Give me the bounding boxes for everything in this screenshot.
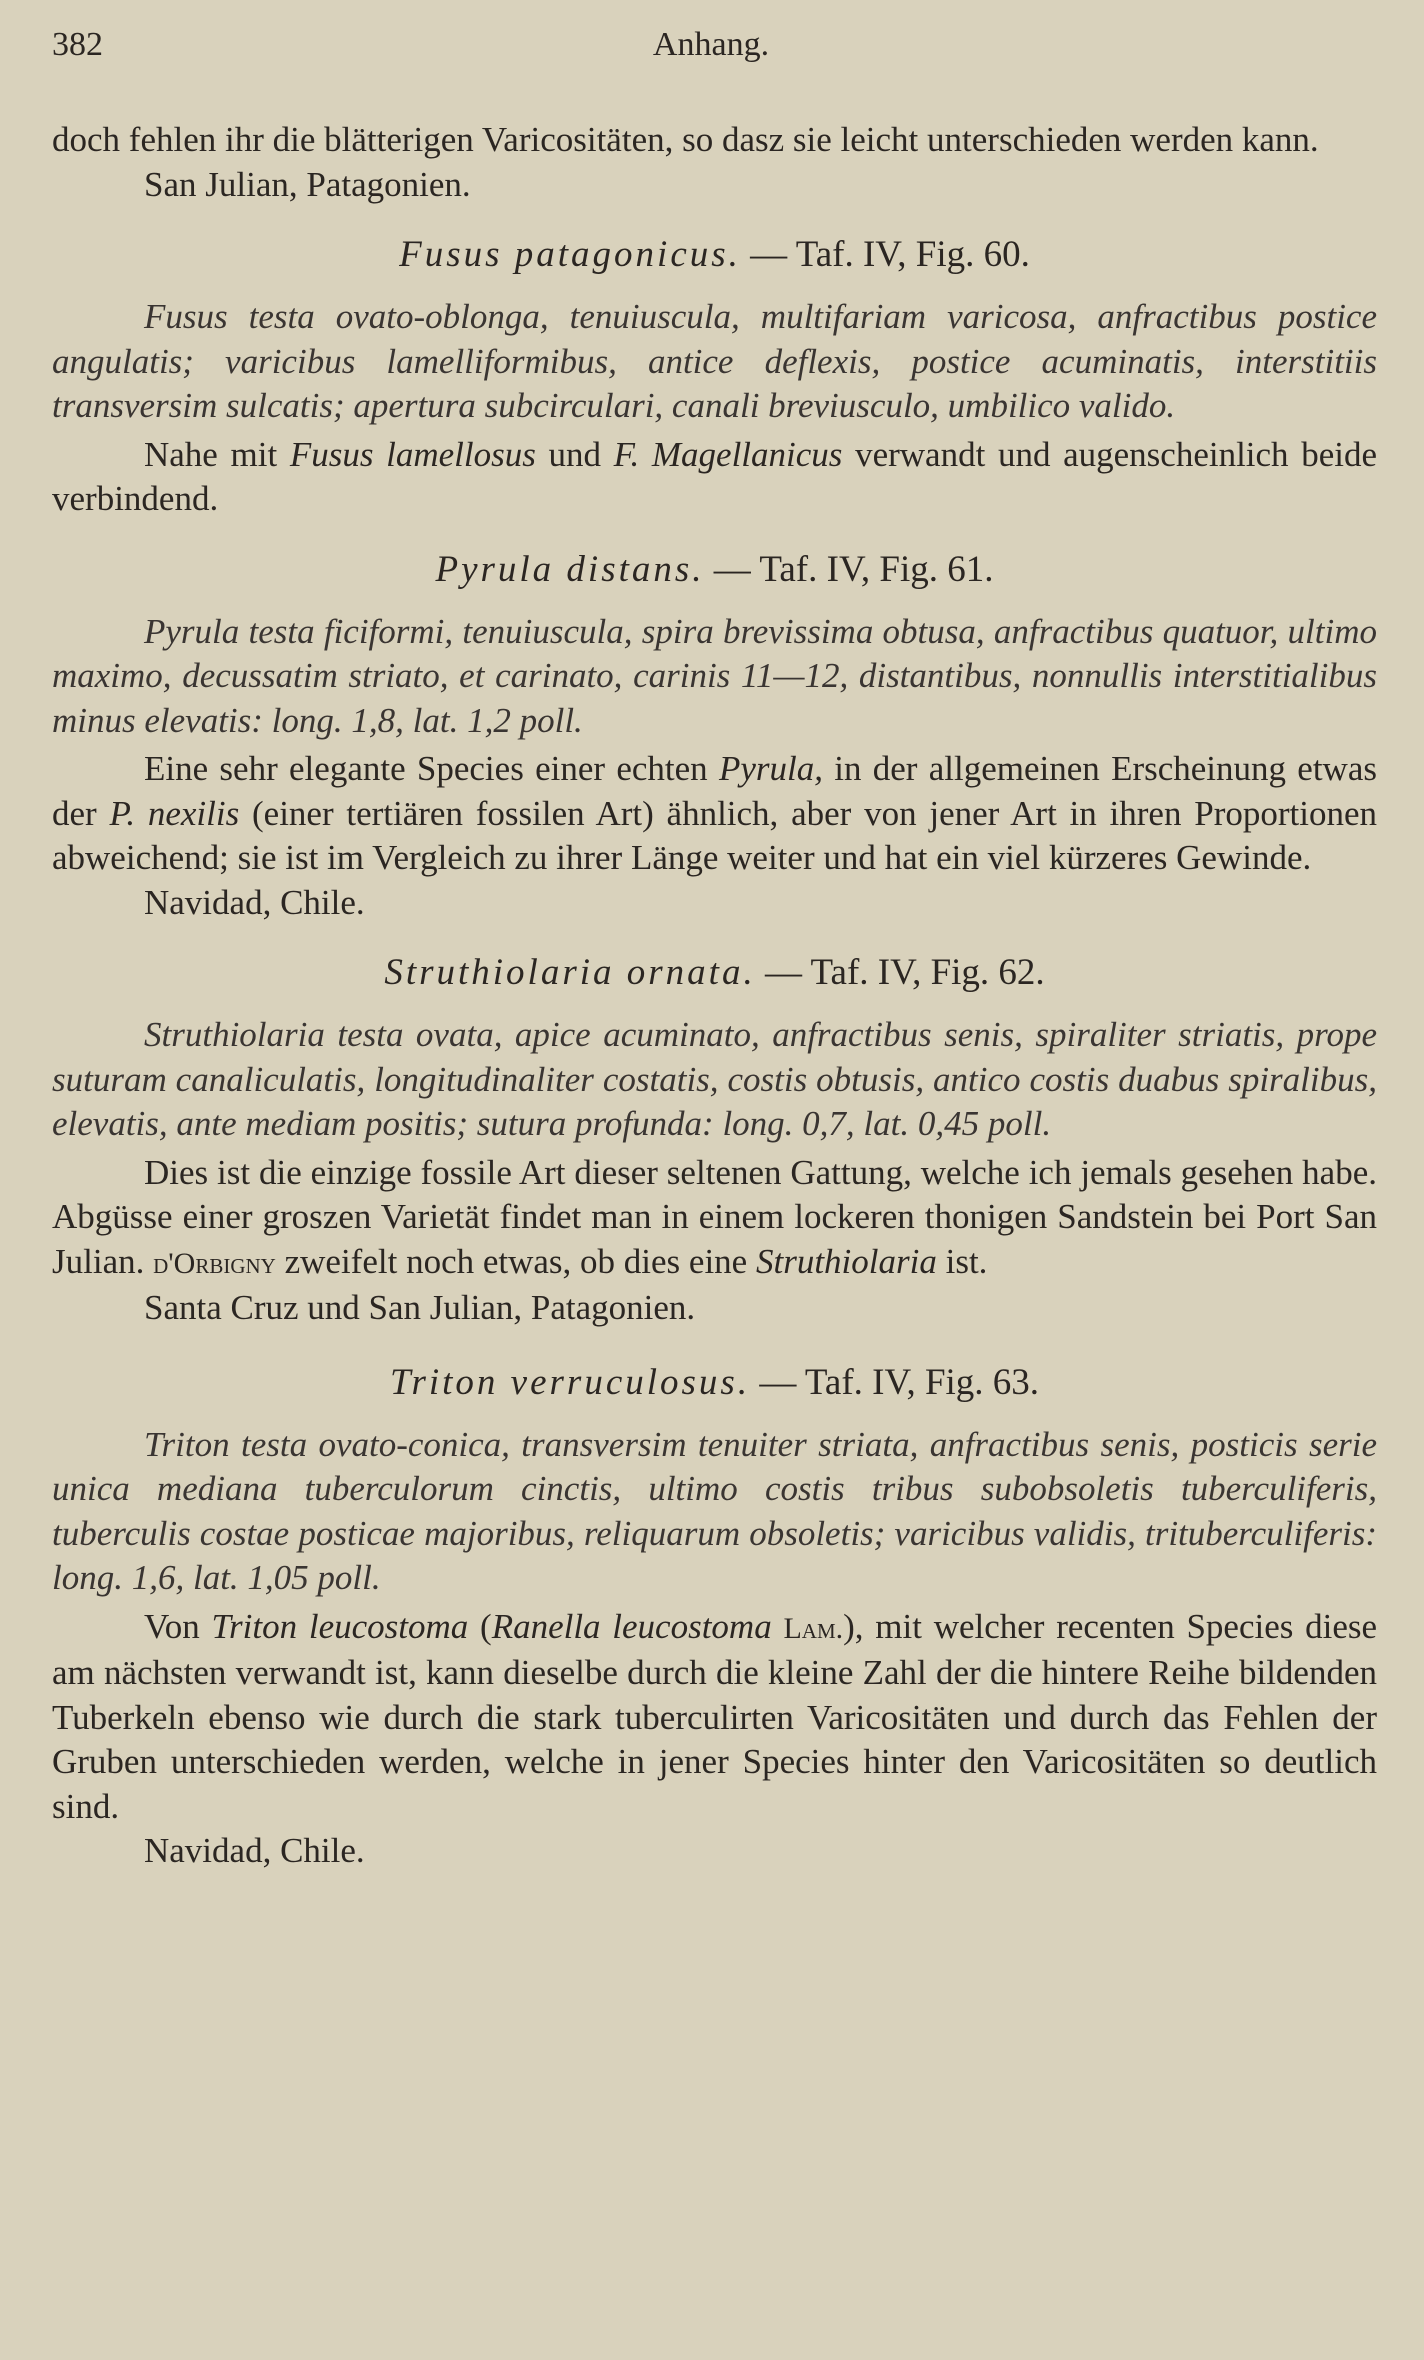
- species-remark: Dies ist die einzige fossile Art dieser seltenen Gattung, welche ich jemals gesehen habe. Abgüsse einer groszen Varietät findet man in einem lockeren thonigen Sandstein bei Port San Julian. d'Orbigny zweifelt noch etwas, ob dies eine Struthiolaria ist.: [52, 1152, 1377, 1281]
- plate-reference: — Taf. IV, Fig. 62.: [755, 952, 1045, 993]
- intro-paragraph: doch fehlen ihr die blätterigen Varicositäten, so dasz sie leicht unterschieden werden kann.: [52, 120, 1319, 159]
- species-locality: Santa Cruz und San Julian, Patagonien.: [144, 1288, 696, 1327]
- species-remark: Von Triton leucostoma (Ranella leucostoma Lam.), mit welcher recenten Species diese am nächsten verwandt ist, kann dieselbe durch die kleine Zahl der die hintere Reihe bildenden Tuberkeln ebenso wie durch die stark tuberculirten Varicositäten und durch das Fehlen der Gruben unterschieden werden, welche in jener Species hinter den Varicositäten so deutlich sind.: [52, 1606, 1378, 1826]
- species-name: Pyrula distans.: [435, 548, 705, 590]
- species-remark: Nahe mit Fusus lamellosus und F. Magellanicus verwandt und augenscheinlich beide verbindend.: [52, 434, 1377, 518]
- plate-reference: — Taf. IV, Fig. 60.: [740, 234, 1030, 275]
- species-name: Struthiolaria ornata.: [384, 952, 756, 993]
- plate-reference: — Taf. IV, Fig. 61.: [704, 548, 994, 590]
- page-number: 382: [52, 26, 103, 63]
- page-header: [52, 26, 1370, 76]
- latin-diagnosis: Fusus testa ovato-oblonga, tenuiuscula, multifariam varicosa, anfractibus postice angulatis; varicibus lamelliformibus, antice deflexis, postice acuminatis, interstitiis transversim sulcatis; apertura subcirculari, canali breviusculo, umbilico valido.: [52, 297, 1377, 425]
- species-name: Fusus patagonicus.: [399, 234, 741, 275]
- page-body: [52, 118, 1377, 1874]
- species-heading-struthiolaria: [52, 945, 1377, 1001]
- author-name: d'Orbigny: [153, 1246, 276, 1280]
- species-heading-triton: [52, 1355, 1377, 1411]
- author-abbrev: Lam.: [783, 1611, 844, 1645]
- species-locality: Navidad, Chile.: [144, 1831, 365, 1870]
- species-locality: Navidad, Chile.: [144, 882, 365, 922]
- species-heading-fusus: [52, 227, 1377, 283]
- latin-diagnosis: Pyrula testa ficiformi, tenuiuscula, spira brevissima obtusa, anfractibus quatuor, ultimo maximo, decussatim striato, et carinato, carinis 11—12, distantibus, nonnullis interstitialibus minus elevatis: long. 1,8, lat. 1,2 poll.: [52, 611, 1377, 740]
- latin-diagnosis: Triton testa ovato-conica, transversim tenuiter striata, anfractibus senis, posticis serie unica mediana tuberculorum cinctis, ultimo costis tribus subobsoletis tuberculiferis, tuberculis costae posticae majoribus, reliquarum obsoletis; varicibus validis, trituberculiferis: long. 1,6, lat. 1,05 poll.: [52, 1424, 1377, 1597]
- species-remark: Eine sehr elegante Species einer echten Pyrula, in der allgemeinen Erscheinung etwas der P. nexilis (einer tertiären fossilen Art) ähnlich, aber von jener Art in ihren Proportionen abweichend; sie ist im Vergleich zu ihrer Länge weiter und hat ein viel kürzeres Gewinde.: [52, 749, 1378, 877]
- species-name: Triton verruculosus.: [389, 1361, 751, 1403]
- intro-locality: San Julian, Patagonien.: [144, 164, 471, 204]
- species-heading-pyrula: [52, 542, 1377, 598]
- plate-reference: — Taf. IV, Fig. 63.: [750, 1361, 1040, 1403]
- latin-diagnosis: Struthiolaria testa ovata, apice acuminato, anfractibus senis, spiraliter striatis, prope suturam canaliculatis, longitudinaliter costatis, costis obtusis, antico costis duabus spiralibus, elevatis, ante mediam positis; sutura profunda: long. 0,7, lat. 0,45 poll.: [52, 1015, 1377, 1143]
- running-head: Anhang.: [652, 26, 770, 63]
